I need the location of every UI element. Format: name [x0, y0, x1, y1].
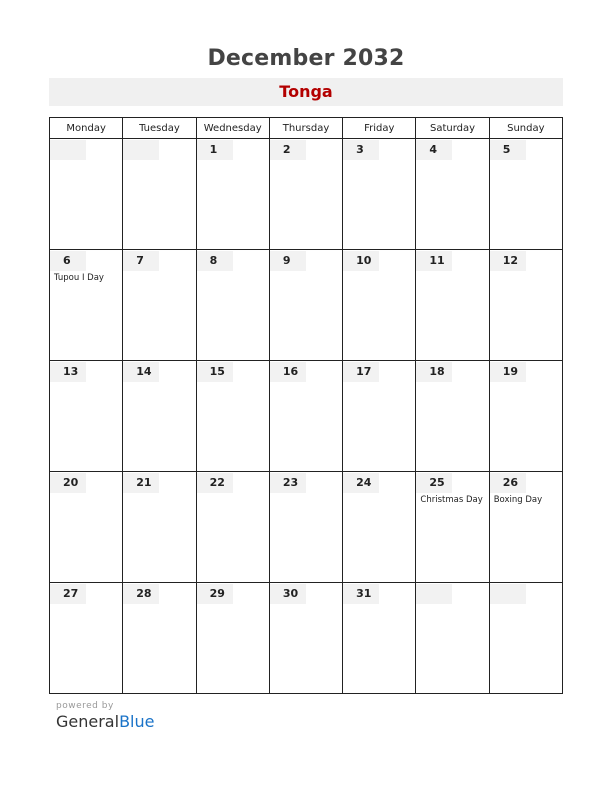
day-number	[490, 584, 526, 604]
day-number: 22	[197, 473, 233, 493]
day-number: 1	[197, 140, 233, 160]
weekday-header-sunday: Sunday	[489, 118, 562, 139]
day-number	[416, 584, 452, 604]
day-number: 29	[197, 584, 233, 604]
day-cell	[269, 250, 342, 361]
day-number: 11	[416, 251, 452, 271]
holiday-label: Boxing Day	[493, 495, 543, 505]
day-cell	[416, 472, 489, 583]
calendar-title: December 2032	[207, 46, 405, 71]
country-name: Tonga	[279, 82, 333, 101]
holiday-label: Tupou I Day	[54, 273, 104, 283]
day-cell	[123, 583, 196, 694]
day-cell	[416, 361, 489, 472]
weekday-header-row	[50, 118, 563, 139]
week-row-5	[50, 583, 563, 694]
day-cell	[416, 250, 489, 361]
day-number: 4	[416, 140, 452, 160]
day-number: 23	[270, 473, 306, 493]
day-number: 7	[123, 251, 159, 271]
day-cell	[489, 583, 562, 694]
weekday-header-tuesday: Tuesday	[123, 118, 196, 139]
week-row-2	[50, 250, 563, 361]
day-number: 20	[50, 473, 86, 493]
day-number: 10	[343, 251, 379, 271]
day-number: 13	[50, 362, 86, 382]
weekday-header-friday: Friday	[343, 118, 416, 139]
day-cell	[196, 361, 269, 472]
day-number: 6	[50, 251, 86, 271]
day-number: 18	[416, 362, 452, 382]
day-cell	[196, 139, 269, 250]
day-cell	[269, 361, 342, 472]
day-number: 30	[270, 584, 306, 604]
day-number: 24	[343, 473, 379, 493]
day-number	[50, 140, 86, 160]
day-number: 5	[490, 140, 526, 160]
day-cell	[269, 472, 342, 583]
country-banner	[49, 78, 563, 106]
weekday-header-wednesday: Wednesday	[196, 118, 269, 139]
day-cell	[123, 250, 196, 361]
generalblue-logo[interactable]	[56, 712, 154, 731]
powered-by-text: powered by	[56, 701, 114, 711]
day-number: 14	[123, 362, 159, 382]
weekday-header-monday: Monday	[50, 118, 123, 139]
brand-blue-text: Blue	[119, 712, 155, 731]
day-number: 28	[123, 584, 159, 604]
holiday-label: Christmas Day	[420, 495, 483, 505]
day-cell	[123, 361, 196, 472]
day-number: 8	[197, 251, 233, 271]
day-number: 31	[343, 584, 379, 604]
day-number: 12	[490, 251, 526, 271]
day-cell	[343, 250, 416, 361]
day-cell	[50, 139, 123, 250]
day-number: 2	[270, 140, 306, 160]
brand-general-text: General	[56, 712, 120, 731]
footer-branding	[56, 701, 154, 731]
day-number: 15	[197, 362, 233, 382]
day-cell	[196, 583, 269, 694]
day-cell	[123, 139, 196, 250]
weekday-header-thursday: Thursday	[269, 118, 342, 139]
week-row-3	[50, 361, 563, 472]
weekday-header-saturday: Saturday	[416, 118, 489, 139]
day-number: 16	[270, 362, 306, 382]
day-number: 25	[416, 473, 452, 493]
day-cell	[489, 250, 562, 361]
week-row-1	[50, 139, 563, 250]
day-cell	[343, 139, 416, 250]
day-number	[123, 140, 159, 160]
day-cell	[343, 361, 416, 472]
day-cell	[416, 583, 489, 694]
day-cell	[123, 472, 196, 583]
day-cell	[343, 583, 416, 694]
day-cell	[343, 472, 416, 583]
day-cell	[489, 139, 562, 250]
day-number: 3	[343, 140, 379, 160]
month-calendar-grid	[49, 117, 563, 694]
day-cell	[269, 139, 342, 250]
day-cell	[196, 250, 269, 361]
day-cell	[489, 472, 562, 583]
day-number: 17	[343, 362, 379, 382]
day-cell	[50, 250, 123, 361]
day-number: 26	[490, 473, 526, 493]
day-number: 27	[50, 584, 86, 604]
day-cell	[416, 139, 489, 250]
day-cell	[50, 472, 123, 583]
week-row-4	[50, 472, 563, 583]
day-cell	[269, 583, 342, 694]
day-cell	[196, 472, 269, 583]
day-cell	[50, 583, 123, 694]
day-number: 19	[490, 362, 526, 382]
day-cell	[489, 361, 562, 472]
day-number: 21	[123, 473, 159, 493]
day-cell	[50, 361, 123, 472]
day-number: 9	[270, 251, 306, 271]
